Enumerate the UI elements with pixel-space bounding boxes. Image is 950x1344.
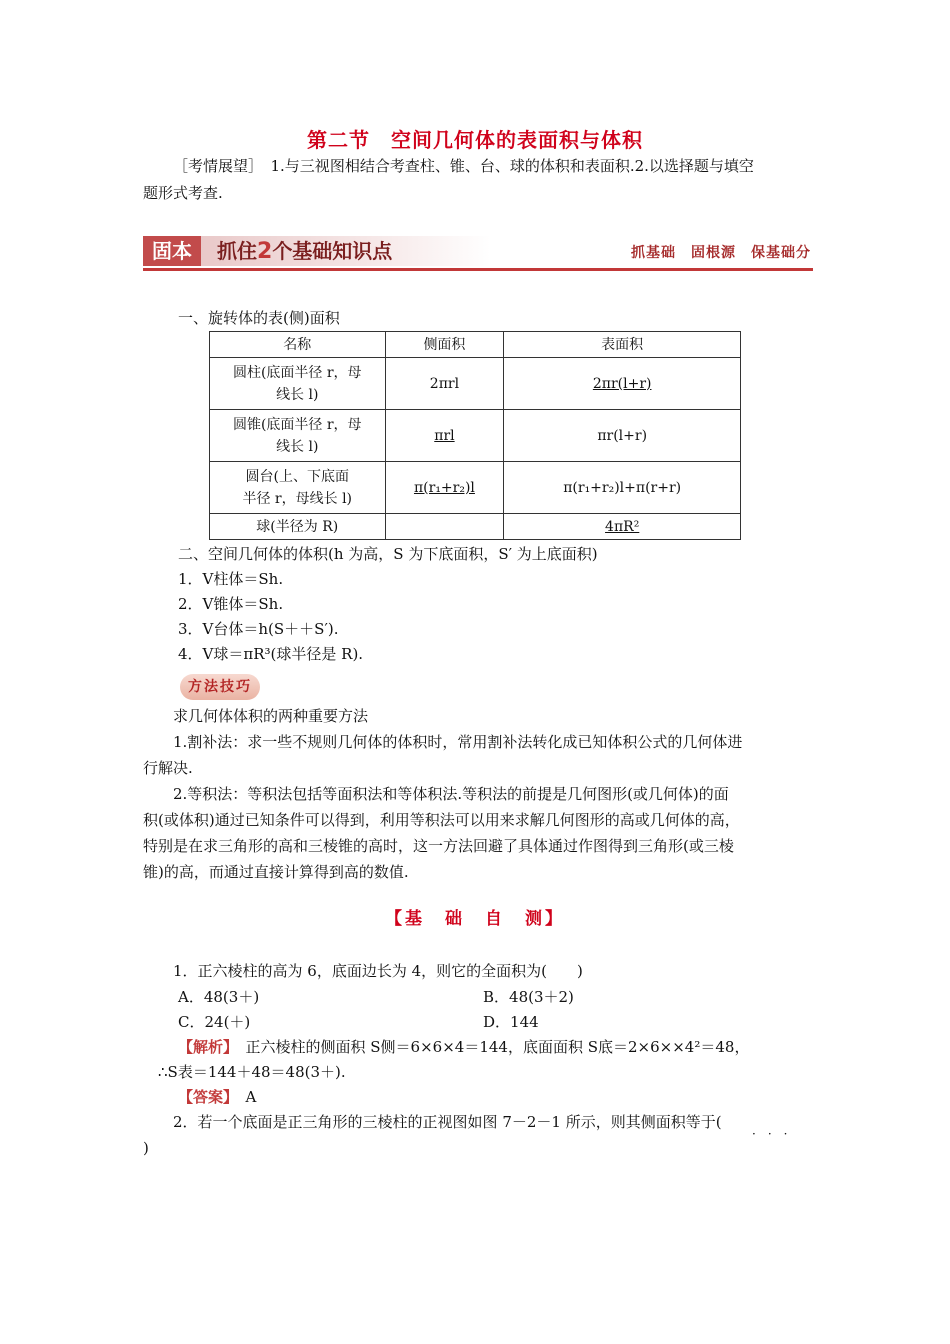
emphasis-dots: ··· bbox=[752, 1127, 800, 1141]
q1-option-c: C．24(＋) bbox=[178, 1013, 251, 1031]
q1-answer bbox=[178, 1086, 256, 1108]
outlook-line-2: 题形式考查. bbox=[143, 184, 223, 202]
self-test-title: 【基 础 自 测】 bbox=[385, 909, 565, 929]
method-p2-line2: 积(或体积)通过已知条件可以得到，利用等积法可以用来求解几何图形的高或几何体的高， bbox=[143, 811, 740, 829]
page-title: 第二节 空间几何体的表面积与体积 bbox=[307, 128, 643, 152]
rotation-body-table bbox=[209, 331, 741, 540]
table-cell-lateral bbox=[385, 514, 504, 540]
table-cell-lateral: 2πrl bbox=[385, 358, 504, 410]
analysis-label: 【解析】 bbox=[178, 1038, 231, 1056]
banner-slogan: 抓基础 固根源 保基础分 bbox=[631, 245, 811, 261]
volume-item-2: 2．V锥体＝Sh. bbox=[178, 595, 284, 613]
table-cell-lateral: π(r₁+r₂)l bbox=[385, 462, 504, 514]
table-row bbox=[210, 410, 741, 462]
table-cell-name: 圆台(上、下底面 半径 r，母线长 l) bbox=[210, 462, 386, 514]
answer-label: 【答案】 bbox=[178, 1088, 231, 1106]
volume-item-3: 3．V台体＝h(S＋＋S′). bbox=[178, 620, 339, 638]
section-banner bbox=[143, 236, 813, 271]
q2-stem-line2: ) bbox=[143, 1139, 149, 1157]
table-row bbox=[210, 514, 741, 540]
method-badge: 方法技巧 bbox=[180, 674, 260, 700]
table-cell-name: 圆柱(底面半径 r，母 线长 l) bbox=[210, 358, 386, 410]
part2-heading: 二、空间几何体的体积(h 为高，S 为下底面积，S′ 为上底面积) bbox=[178, 545, 598, 563]
table-header-row bbox=[210, 332, 741, 358]
table-cell-surface: 4πR² bbox=[504, 514, 741, 540]
banner-title-before: 抓住 bbox=[217, 239, 257, 263]
table-row bbox=[210, 462, 741, 514]
method-p2-line4: 锥)的高，而通过直接计算得到高的数值. bbox=[143, 863, 409, 881]
volume-item-1: 1．V柱体＝Sh. bbox=[178, 570, 284, 588]
answer-text: A bbox=[230, 1088, 257, 1106]
method-heading: 求几何体体积的两种重要方法 bbox=[173, 707, 369, 725]
q1-option-d: D．144 bbox=[483, 1013, 539, 1031]
method-p2-line1: 2.等积法：等积法包括等面积法和等体积法.等积法的前提是几何图形(或几何体)的面 bbox=[173, 785, 729, 803]
table-header-surface: 表面积 bbox=[504, 332, 741, 358]
q1-option-b: B．48(3＋2) bbox=[483, 988, 574, 1006]
outlook-line-1: ［考情展望］ 1.与三视图相结合考查柱、锥、台、球的体积和表面积.2.以选择题与填空 bbox=[173, 157, 754, 175]
table-header-name: 名称 bbox=[210, 332, 386, 358]
q1-analysis-line2: ∴S表＝144＋48＝48(3＋). bbox=[158, 1063, 346, 1081]
q1-analysis bbox=[178, 1036, 749, 1058]
method-p2-line3: 特别是在求三角形的高和三棱锥的高时，这一方法回避了具体通过作图得到三角形(或三棱 bbox=[143, 837, 734, 855]
part1-heading: 一、旋转体的表(侧)面积 bbox=[178, 309, 340, 327]
table-header-lateral: 侧面积 bbox=[385, 332, 504, 358]
table-cell-name: 圆锥(底面半径 r，母 线长 l) bbox=[210, 410, 386, 462]
banner-title bbox=[217, 236, 392, 267]
table-row bbox=[210, 358, 741, 410]
table-cell-surface: π(r₁+r₂)l+π(r+r) bbox=[504, 462, 741, 514]
banner-title-after: 个基础知识点 bbox=[272, 239, 393, 263]
table-cell-name: 球(半径为 R) bbox=[210, 514, 386, 540]
banner-tag: 固本 bbox=[143, 236, 201, 266]
table-cell-surface: πr(l+r) bbox=[504, 410, 741, 462]
q1-stem: 1．正六棱柱的高为 6，底面边长为 4，则它的全面积为( ) bbox=[173, 962, 583, 980]
method-p1-line2: 行解决. bbox=[143, 759, 193, 777]
table-cell-surface: 2πr(l+r) bbox=[504, 358, 741, 410]
q2-stem: 2．若一个底面是正三角形的三棱柱的正视图如图 7－2－1 所示，则其侧面积等于( bbox=[173, 1113, 722, 1131]
banner-title-number: 2 bbox=[257, 239, 273, 264]
analysis-text: 正六棱柱的侧面积 S侧＝6×6×4＝144，底面面积 S底＝2×6××4²＝48， bbox=[230, 1038, 750, 1056]
table-cell-lateral: πrl bbox=[385, 410, 504, 462]
volume-item-4: 4．V球＝πR³(球半径是 R). bbox=[178, 645, 364, 663]
method-p1-line1: 1.割补法：求一些不规则几何体的体积时，常用割补法转化成已知体积公式的几何体进 bbox=[173, 733, 743, 751]
q1-option-a: A．48(3＋) bbox=[178, 988, 260, 1006]
